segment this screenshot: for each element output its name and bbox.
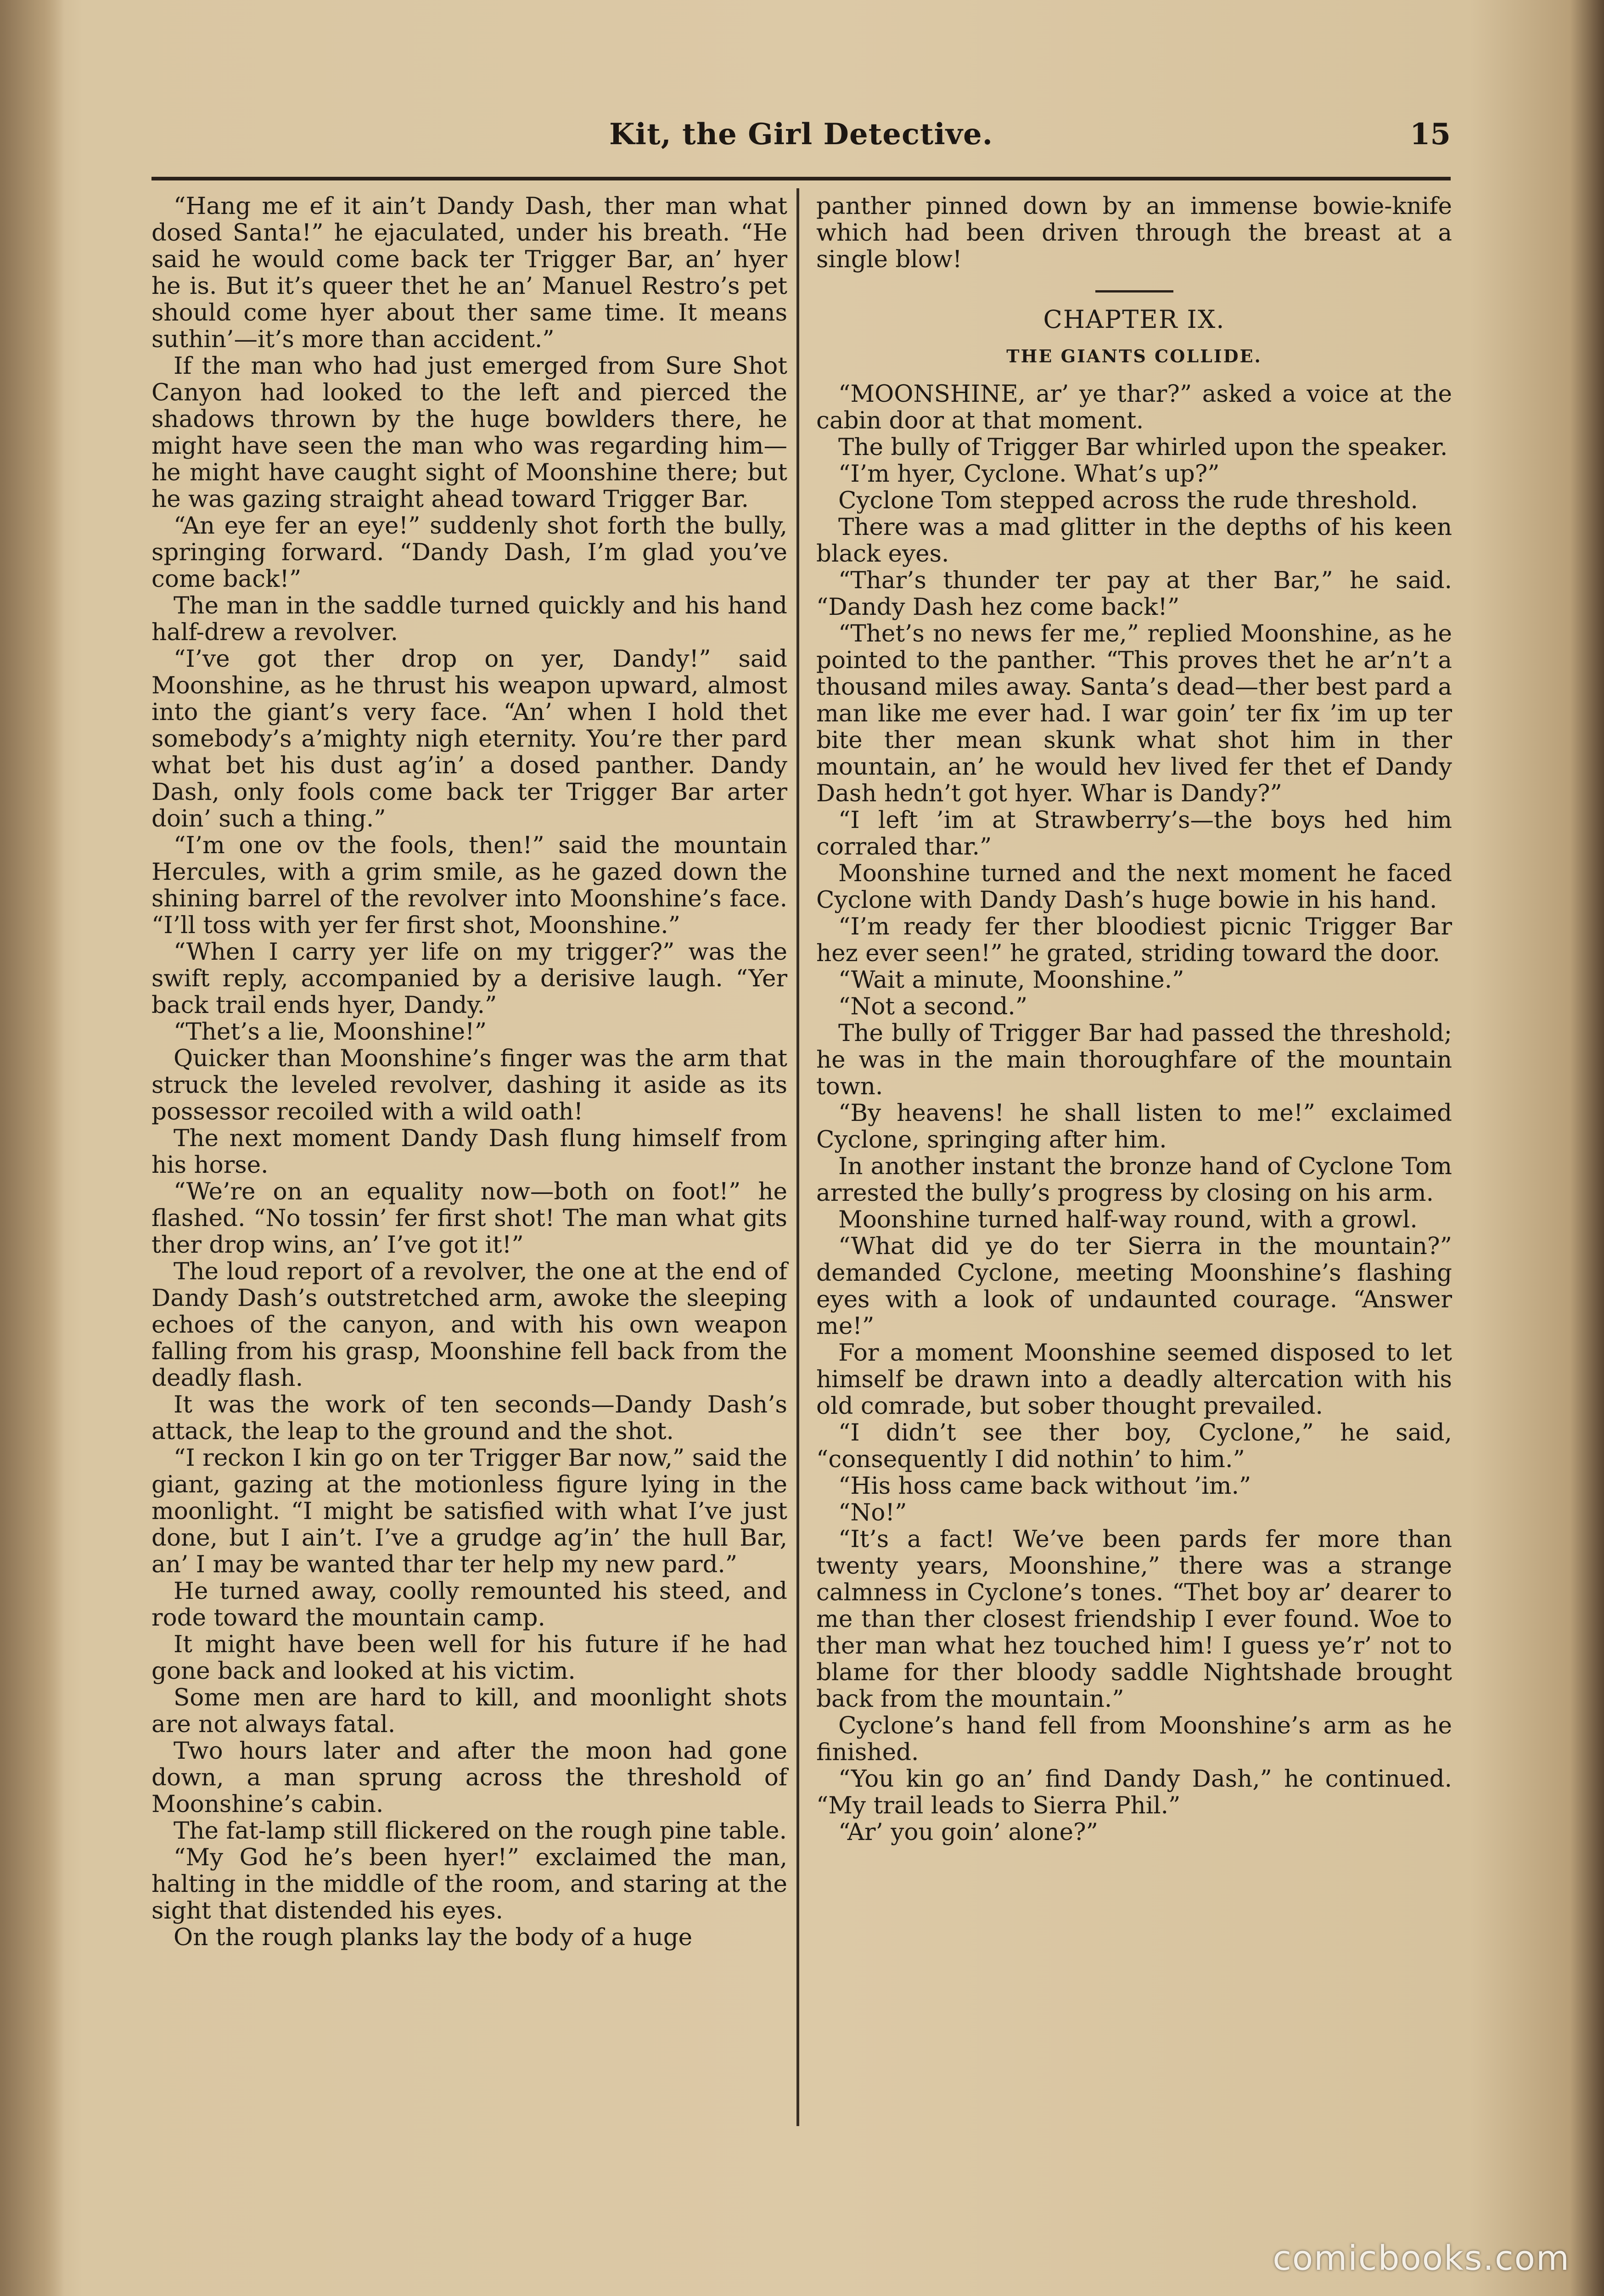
paragraph: He turned away, coolly remounted his steed, and rode toward the mountain camp.: [151, 1577, 787, 1632]
paragraph: “An eye fer an eye!” suddenly shot forth the bully, springing forward. “Dandy Dash, I’m glad you’ve come back!”: [151, 512, 787, 593]
paragraph: The next moment Dandy Dash flung himself from his horse.: [151, 1125, 787, 1179]
paragraph: There was a mad glitter in the depths of his keen black eyes.: [816, 513, 1452, 568]
left-column: [151, 193, 787, 1951]
paragraph: “It’s a fact! We’ve been pards fer more than twenty years, Moonshine,” there was a strange calmness in Cyclone’s tones. “Thet boy ar’ dearer to me than ther closest friendship I ever found. Woe to ther man what hez touched him! I guess ye’r’ not to blame for ther bloody saddle Nightshade brought back from the mountain.”: [816, 1525, 1452, 1713]
paragraph: “Ar’ you goin’ alone?”: [838, 1818, 1098, 1846]
page-spine-shadow: [0, 0, 64, 2296]
paragraph: “I’ve got ther drop on yer, Dandy!” said Moonshine, as he thrust his weapon upward, almost into the giant’s very face. “An’ when I hold thet somebody’s a’mighty nigh eternity. You’re ther pard what bet his dust ag’in’ a dosed panther. Dandy Dash, only fools come back ter Trigger Bar arter doin’ such a thing.”: [151, 645, 787, 833]
paragraph: For a moment Moonshine seemed disposed to let himself be drawn into a deadly altercation with his old comrade, but sober thought prevailed.: [816, 1339, 1452, 1420]
paragraph: “MOONSHINE, ar’ ye thar?” asked a voice at the cabin door at that moment.: [816, 380, 1452, 434]
paragraph: “We’re on an equality now—both on foot!” he flashed. “No tossin’ fer first shot! The man what gits ther drop wins, an’ I’ve got it!”: [151, 1178, 787, 1259]
paragraph: Some men are hard to kill, and moonlight shots are not always fatal.: [151, 1684, 787, 1738]
paragraph: “No!”: [838, 1499, 907, 1526]
site-watermark: comicbooks.com: [1273, 2239, 1570, 2278]
paragraph: “When I carry yer life on my trigger?” was the swift reply, accompanied by a derisive laugh. “Yer back trail ends hyer, Dandy.”: [151, 938, 787, 1019]
paragraph: Quicker than Moonshine’s finger was the arm that struck the leveled revolver, dashing it aside as its possessor recoiled with a wild oath!: [151, 1045, 787, 1125]
paragraph: “Thet’s no news fer me,” replied Moonshine, as he pointed to the panther. “This proves thet he ar’n’t a thousand miles away. Santa’s dead—ther best pard a man like me ever had. I war goin’ ter fix ’im up ter bite ther mean skunk what shot him in ther mountain, an’ he would hev lived fer thet ef Dandy Dash hedn’t got hyer. Whar is Dandy?”: [816, 620, 1452, 807]
paragraph: “I’m hyer, Cyclone. What’s up?”: [838, 460, 1220, 488]
paragraph: Moonshine turned half-way round, with a growl.: [838, 1206, 1418, 1233]
paragraph: “I reckon I kin go on ter Trigger Bar now,” said the giant, gazing at the motionless figure lying in the moonlight. “I might be satisfied with what I’ve just done, but I ain’t. I’ve a grudge ag’in’ the hull Bar, an’ I may be wanted thar ter help my new pard.”: [151, 1444, 787, 1578]
header-rule: [151, 177, 1451, 180]
paragraph: “By heavens! he shall listen to me!” exclaimed Cyclone, springing after him.: [816, 1099, 1452, 1154]
paragraph: “I left ’im at Strawberry’s—the boys hed him corraled thar.”: [816, 806, 1452, 861]
paragraph: “I’m ready fer ther bloodiest picnic Trigger Bar hez ever seen!” he grated, striding toward the door.: [816, 913, 1452, 967]
paragraph: The fat-lamp still flickered on the rough pine table.: [174, 1817, 787, 1845]
running-title: Kit, the Girl Detective.: [609, 117, 993, 152]
paragraph: “Thar’s thunder ter pay at ther Bar,” he said. “Dandy Dash hez come back!”: [816, 567, 1452, 621]
page-header: [151, 117, 1451, 168]
paragraph: The bully of Trigger Bar whirled upon the speaker.: [838, 433, 1448, 461]
paragraph: “Not a second.”: [838, 993, 1028, 1020]
page-number: 15: [1409, 117, 1451, 152]
paragraph: It was the work of ten seconds—Dandy Dash’s attack, the leap to the ground and the shot.: [151, 1391, 787, 1445]
paragraph: If the man who had just emerged from Sure Shot Canyon had looked to the left and pierced the shadows thrown by the huge bowlders there, he might have seen the man who was regarding him—he might have caught sight of Moonshine there; but he was gazing straight ahead toward Trigger Bar.: [151, 352, 787, 513]
paragraph: On the rough planks lay the body of a huge: [174, 1924, 693, 1951]
column-divider: [796, 188, 799, 2126]
paragraph: In another instant the bronze hand of Cyclone Tom arrested the bully’s progress by closing on his arm.: [816, 1153, 1452, 1207]
paragraph: “What did ye do ter Sierra in the mountain?” demanded Cyclone, meeting Moonshine’s flashing eyes with a look of undaunted courage. “Answer me!”: [816, 1232, 1452, 1340]
right-column: [816, 193, 1452, 1846]
paragraph: “I’m one ov the fools, then!” said the mountain Hercules, with a grim smile, as he gazed down the shining barrel of the revolver into Moonshine’s face. “I’ll toss with yer fer first shot, Moonshine.”: [151, 832, 787, 939]
paragraph: Cyclone’s hand fell from Moonshine’s arm as he finished.: [816, 1712, 1452, 1766]
chapter-title: CHAPTER IX.: [1043, 305, 1225, 334]
paragraph: “Hang me ef it ain’t Dandy Dash, ther man what dosed Santa!” he ejaculated, under his breath. “He said he would come back ter Trigger Bar, an’ hyer he is. But it’s queer thet he an’ Manuel Restro’s pet should come hyer about ther same time. It means suthin’—it’s more than accident.”: [151, 192, 787, 353]
paragraph: Cyclone Tom stepped across the rude threshold.: [838, 487, 1418, 514]
paragraph: It might have been well for his future if he had gone back and looked at his victim.: [151, 1631, 787, 1685]
paragraph: The man in the saddle turned quickly and his hand half-drew a revolver.: [151, 592, 787, 646]
paragraph: Moonshine turned and the next moment he faced Cyclone with Dandy Dash’s huge bowie in his hand.: [816, 860, 1452, 914]
paragraph: The bully of Trigger Bar had passed the threshold; he was in the main thoroughfare of the mountain town.: [816, 1019, 1452, 1100]
paragraph: “You kin go an’ find Dandy Dash,” he continued. “My trail leads to Sierra Phil.”: [816, 1765, 1452, 1819]
paragraph: “Thet’s a lie, Moonshine!”: [174, 1018, 487, 1046]
paragraph: “Wait a minute, Moonshine.”: [838, 966, 1184, 994]
paragraph: The loud report of a revolver, the one at the end of Dandy Dash’s outstretched arm, awoke the sleeping echoes of the canyon, and with his own weapon falling from his grasp, Moonshine fell back from the deadly flash.: [151, 1258, 787, 1392]
chapter-subtitle: THE GIANTS COLLIDE.: [1006, 346, 1262, 366]
continued-paragraph: panther pinned down by an immense bowie-knife which had been driven through the breast at a single blow!: [816, 192, 1452, 273]
paragraph: “I didn’t see ther boy, Cyclone,” he said, “consequently I did nothin’ to him.”: [816, 1419, 1452, 1473]
paragraph: “My God he’s been hyer!” exclaimed the man, halting in the middle of the room, and staring at the sight that distended his eyes.: [151, 1844, 787, 1925]
chapter-rule: [1095, 290, 1173, 293]
paragraph: Two hours later and after the moon had gone down, a man sprung across the threshold of Moonshine’s cabin.: [151, 1737, 787, 1818]
paragraph: “His hoss came back without ’im.”: [838, 1472, 1251, 1500]
